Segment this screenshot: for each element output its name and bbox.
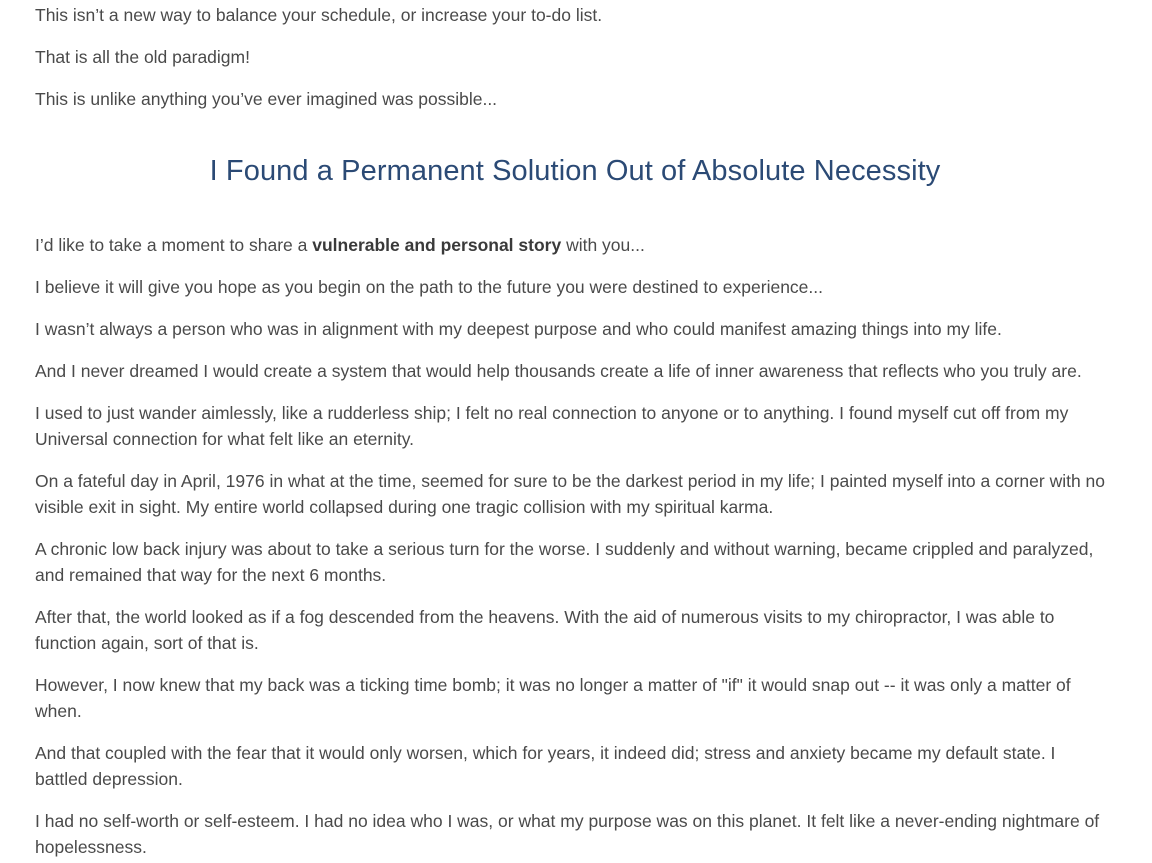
story-paragraph-4: And I never dreamed I would create a system that would help thousands create a life of inner awareness that reflects who you truly are. xyxy=(35,361,1082,381)
story-text-before: I’d like to take a moment to share a xyxy=(35,235,313,255)
story-paragraph-2: I believe it will give you hope as you begin on the path to the future you were destined to experience... xyxy=(35,277,824,297)
story-paragraph-11: I had no self-worth or self-esteem. I had no idea who I was, or what my purpose was on this planet. It felt like a never-ending nightmare of hopelessness. xyxy=(35,811,1100,857)
story-paragraph-8: After that, the world looked as if a fog descended from the heavens. With the aid of numerous visits to my chiropractor, I was able to function again, sort of that is. xyxy=(35,607,1055,653)
story-paragraph-6: On a fateful day in April, 1976 in what at the time, seemed for sure to be the darkest period in my life; I painted myself into a corner with no visible exit in sight. My entire world collapsed during one tragic collision with my spiritual karma. xyxy=(35,471,1106,517)
story-paragraph-10: And that coupled with the fear that it would only worsen, which for years, it indeed did; stress and anxiety became my default state. I battled depression. xyxy=(35,743,1056,789)
intro-paragraph-2: That is all the old paradigm! xyxy=(35,47,250,67)
story-text-after: with you... xyxy=(561,235,645,255)
story-paragraph-9: However, I now knew that my back was a ticking time bomb; it was no longer a matter of "if" it would snap out -- it was only a matter of when. xyxy=(35,675,1071,721)
section-heading: I Found a Permanent Solution Out of Absolute Necessity xyxy=(209,155,941,187)
story-paragraph-3: I wasn’t always a person who was in alignment with my deepest purpose and who could manifest amazing things into my life. xyxy=(35,319,1002,339)
story-paragraph-5: I used to just wander aimlessly, like a rudderless ship; I felt no real connection to anyone or to anything. I found myself cut off from my Universal connection for what felt like an eternity. xyxy=(35,403,1069,449)
story-text-bold: vulnerable and personal story xyxy=(312,235,562,255)
story-paragraph-7: A chronic low back injury was about to take a serious turn for the worse. I suddenly and without warning, became crippled and paralyzed, and remained that way for the next 6 months. xyxy=(35,539,1094,585)
intro-paragraph-3: This is unlike anything you’ve ever imagined was possible... xyxy=(35,89,498,109)
intro-paragraph-1: This isn’t a new way to balance your schedule, or increase your to-do list. xyxy=(35,5,603,25)
story-paragraph-1 xyxy=(35,232,1120,258)
